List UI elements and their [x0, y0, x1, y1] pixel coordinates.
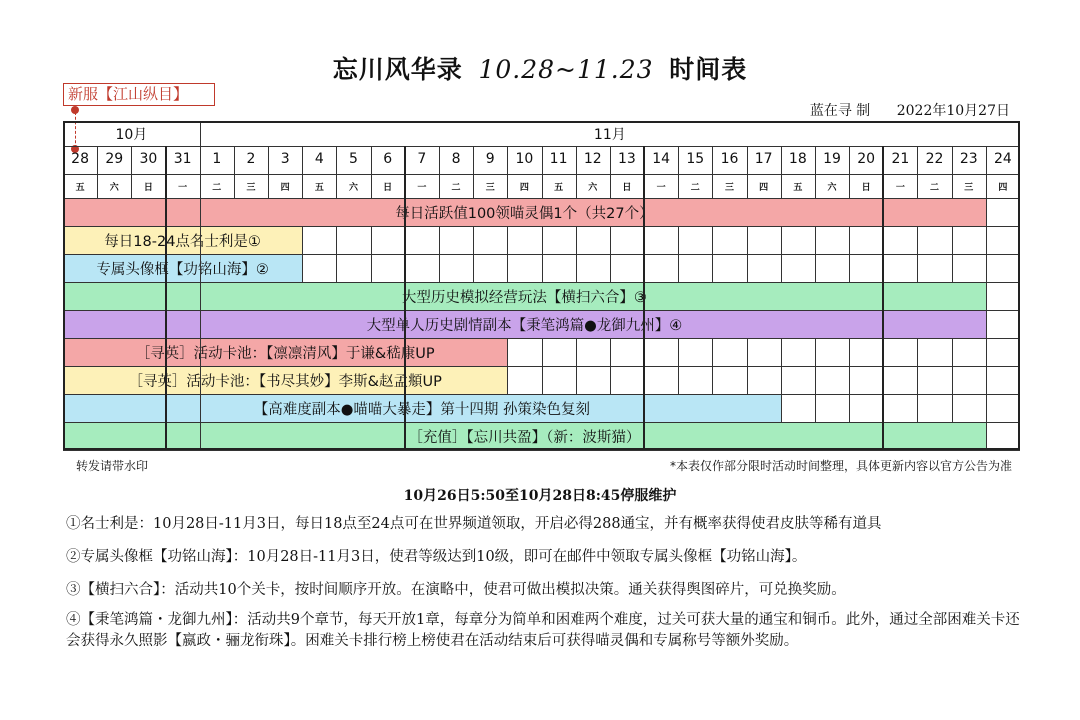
month-label-oct: 10月 [115, 127, 148, 143]
day-number: 28 [71, 151, 89, 167]
weekday-label: 日 [143, 183, 153, 193]
day-number: 4 [314, 151, 324, 167]
event-bar: 大型单人历史剧情副本【秉笔鸿篇●龙御九州】④ [63, 310, 986, 338]
description-2: ②专属头像框【功铭山海】：10月28日-11月3日，使君等级达到10级，即可在邮件中领取专属头像框【功铭山海】。 [66, 549, 807, 565]
weekday-label: 三 [724, 183, 734, 193]
weekday-label: 一 [417, 183, 427, 193]
weekday-label: 二 [930, 183, 940, 193]
event-bar: ［充值］【忘川共盈】（新：波斯猫） [63, 422, 986, 450]
author: 蓝在寻 制 [809, 103, 871, 119]
weekday-label: 二 [690, 183, 700, 193]
description-3: ③【横扫六合】：活动共10个关卡，按时间顺序开放。在演略中，使君可做出模拟决策。通关获得舆图碎片，可兑换奖励。 [66, 582, 846, 598]
day-number: 1 [212, 151, 222, 167]
event-bar: ［寻英］活动卡池：【凛凛清风】于谦&嵇康UP [63, 338, 507, 366]
event-bar: 大型历史模拟经营玩法【横扫六合】③ [63, 282, 986, 310]
schedule-grid [63, 121, 1020, 450]
weekday-label: 日 [622, 183, 632, 193]
day-number: 30 [139, 151, 158, 167]
day-number: 24 [993, 151, 1012, 167]
weekday-label: 三 [964, 183, 974, 193]
day-number: 3 [280, 151, 290, 167]
day-number: 18 [788, 151, 807, 167]
author-line [788, 100, 1010, 120]
weekday-label: 六 [109, 183, 119, 193]
maintenance-notice: 10月26日5:50至10月28日8:45停服维护 [403, 488, 677, 504]
day-number: 31 [173, 151, 192, 167]
weekday-label: 一 [895, 183, 905, 193]
publish-date: 2022年10月27日 [896, 103, 1010, 119]
weekday-label: 六 [349, 183, 359, 193]
day-number: 16 [720, 151, 739, 167]
month-label-nov: 11月 [593, 127, 626, 143]
day-number: 9 [485, 151, 495, 167]
title-prefix: 忘川风华录 [332, 55, 463, 84]
day-number: 12 [583, 151, 602, 167]
day-number: 20 [857, 151, 876, 167]
description-1: ①名士利是：10月28日-11月3日，每日18点至24点可在世界频道领取，开启必得288通宝，并有概率获得使君皮肤等稀有道具 [66, 516, 882, 532]
weekday-label: 二 [451, 183, 461, 193]
grid-row-line [63, 450, 1020, 451]
weekday-label: 三 [485, 183, 495, 193]
new-server-tag: 新服【江山纵目】 [63, 83, 215, 106]
weekday-label: 二 [212, 183, 222, 193]
weekday-label: 五 [314, 183, 324, 193]
event-bar: ［寻英］活动卡池：【书尽其妙】李斯&赵孟頫UP [63, 366, 507, 394]
weekday-label: 五 [554, 183, 564, 193]
weekday-label: 一 [178, 183, 188, 193]
weekday-label: 日 [383, 183, 393, 193]
weekday-label: 五 [75, 183, 85, 193]
weekday-label: 四 [998, 183, 1008, 193]
day-number: 2 [246, 151, 256, 167]
day-number: 21 [891, 151, 910, 167]
weekday-label: 四 [280, 183, 290, 193]
description-4: ④【秉笔鸿篇・龙御九州】：活动共9个章节，每天开放1章，每章分为简单和困难两个难度，过关可获大量的通宝和铜币。此外，通过全部困难关卡还会获得永久照影【嬴政・骊龙衔珠】。困难关卡排行榜上榜使君在活动结束后可获得喵灵偶和专属称号等额外奖励。 [66, 612, 1020, 649]
day-number: 22 [925, 151, 944, 167]
day-number: 19 [823, 151, 841, 167]
weekday-label: 三 [246, 183, 256, 193]
grid-frame [63, 121, 1020, 450]
page-title [0, 50, 1080, 86]
event-bar: 【高难度副本●喵喵大暴走】第十四期 孙策染色复刻 [63, 394, 781, 422]
day-number: 7 [417, 151, 427, 167]
day-number: 8 [451, 151, 461, 167]
day-number: 29 [105, 151, 124, 167]
weekday-label: 六 [588, 183, 598, 193]
watermark-note: 转发请带水印 [76, 459, 149, 473]
day-number: 17 [754, 151, 773, 167]
title-dates: 10.28~11.23 [478, 55, 654, 84]
day-number: 10 [515, 151, 534, 167]
weekday-label: 五 [793, 183, 803, 193]
event-bar: 每日活跃值100领喵灵偶1个（共27个） [63, 198, 986, 226]
weekday-label: 四 [759, 183, 769, 193]
weekday-label: 四 [519, 183, 529, 193]
day-number: 6 [383, 151, 393, 167]
weekday-label: 一 [656, 183, 666, 193]
day-number: 11 [549, 151, 568, 167]
day-number: 14 [652, 151, 671, 167]
weekday-label: 日 [861, 183, 871, 193]
event-bar: 每日18-24点名士利是① [63, 226, 302, 254]
weekday-label: 六 [827, 183, 837, 193]
disclaimer-note: *本表仅作部分限时活动时间整理，具体更新内容以官方公告为准 [669, 459, 1012, 473]
day-number: 13 [618, 151, 636, 167]
event-bar: 专属头像框【功铭山海】② [63, 254, 302, 282]
day-number: 23 [959, 151, 978, 167]
title-suffix: 时间表 [669, 55, 748, 84]
day-number: 5 [349, 151, 358, 167]
day-number: 15 [686, 151, 705, 167]
